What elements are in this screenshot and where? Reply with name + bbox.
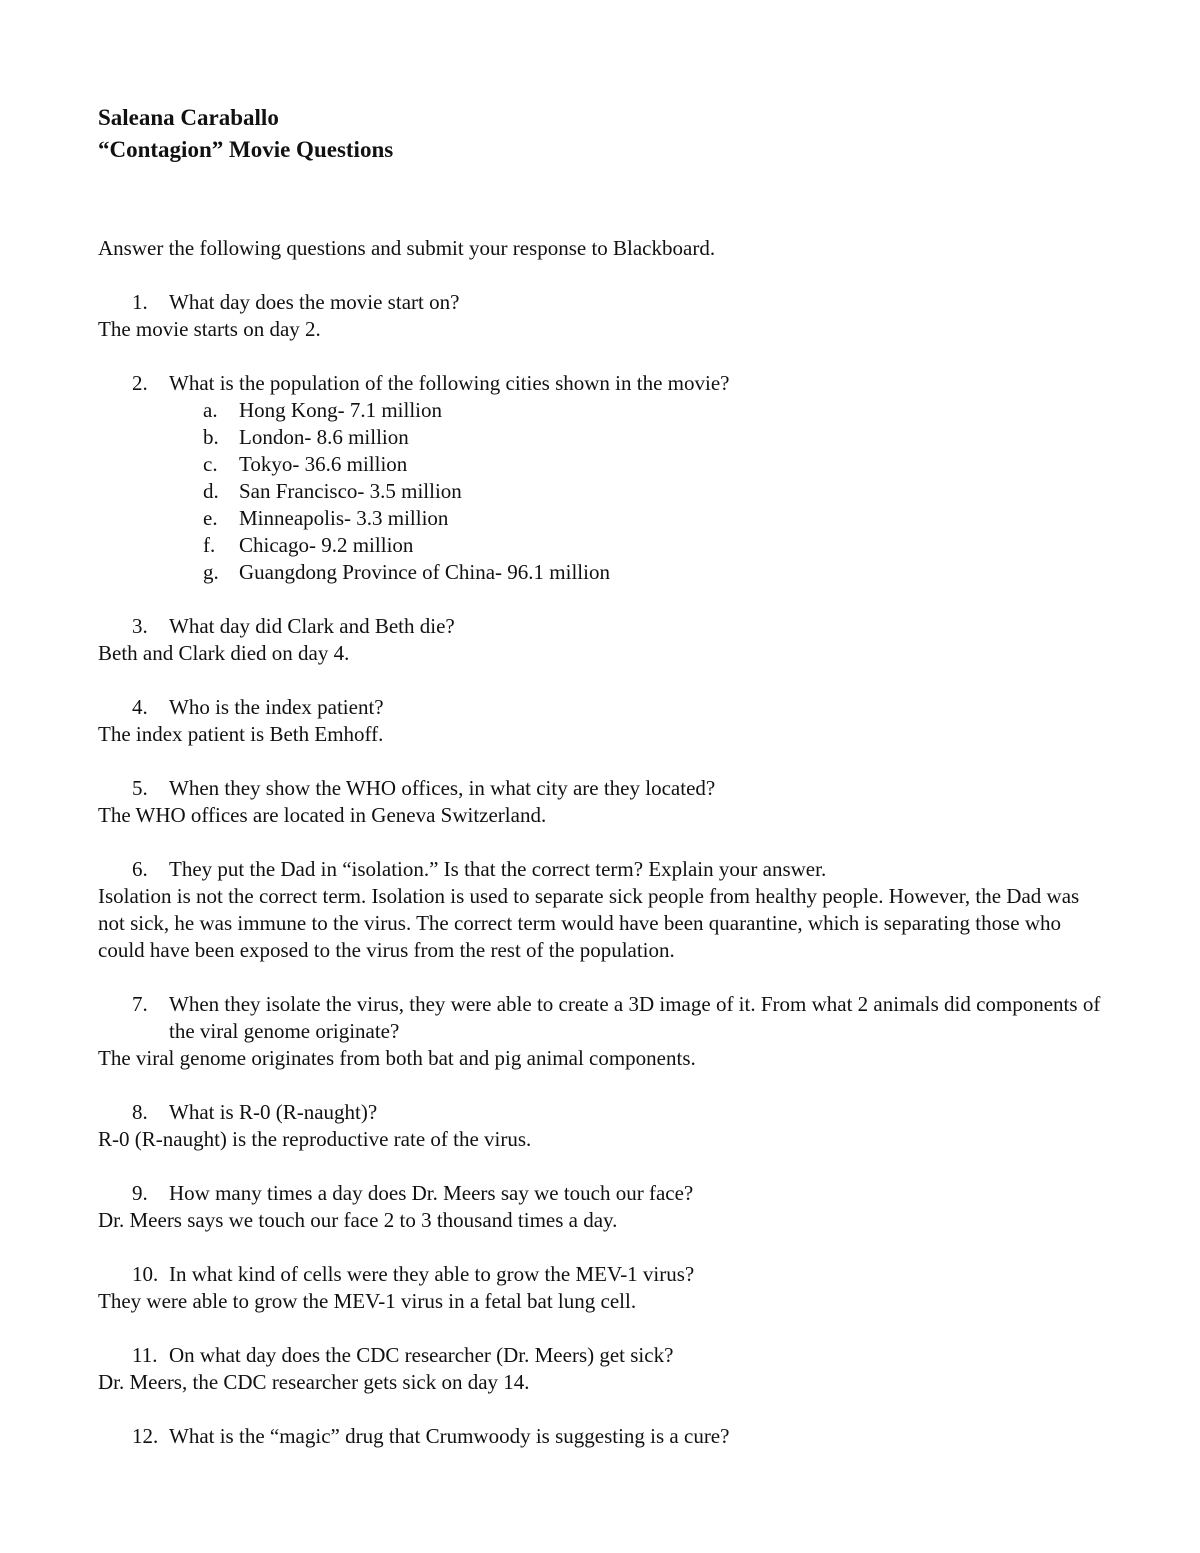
question-number: 8.	[132, 1100, 148, 1124]
question-text: What is the population of the following cities shown in the movie?	[169, 371, 730, 395]
question-text: What day does the movie start on?	[169, 290, 460, 314]
list-item	[98, 397, 1108, 424]
list-item	[98, 505, 1108, 532]
answer-7: The viral genome originates from both bat and pig animal components.	[98, 1046, 696, 1070]
question-text: When they show the WHO offices, in what city are they located?	[169, 776, 716, 800]
list-text: London- 8.6 million	[239, 425, 409, 449]
question-11	[98, 1342, 1108, 1369]
question-text: When they isolate the virus, they were able to create a 3D image of it. From what 2 animals did components of the viral genome originate?	[169, 992, 1101, 1043]
question-number: 10.	[132, 1262, 159, 1286]
list-letter: e.	[203, 506, 218, 530]
list-text: Tokyo- 36.6 million	[239, 452, 408, 476]
question-text: What is the “magic” drug that Crumwoody is suggesting is a cure?	[169, 1424, 730, 1448]
list-letter: a.	[203, 398, 218, 422]
question-text: What day did Clark and Beth die?	[169, 614, 455, 638]
question-6	[98, 856, 1108, 883]
question-text: They put the Dad in “isolation.” Is that the correct term? Explain your answer.	[169, 857, 827, 881]
list-letter: c.	[203, 452, 218, 476]
list-letter: f.	[203, 533, 216, 557]
list-letter: g.	[203, 560, 219, 584]
list-text: Chicago- 9.2 million	[239, 533, 414, 557]
answer-10: They were able to grow the MEV-1 virus in a fetal bat lung cell.	[98, 1289, 637, 1313]
answer-1: The movie starts on day 2.	[98, 317, 321, 341]
list-text: Minneapolis- 3.3 million	[239, 506, 449, 530]
question-number: 9.	[132, 1181, 148, 1205]
answer-3: Beth and Clark died on day 4.	[98, 641, 350, 665]
answer-5: The WHO offices are located in Geneva Switzerland.	[98, 803, 547, 827]
list-text: Hong Kong- 7.1 million	[239, 398, 442, 422]
list-item	[98, 424, 1108, 451]
list-item	[98, 451, 1108, 478]
question-5	[98, 775, 1108, 802]
question-7	[98, 991, 1108, 1045]
question-3	[98, 613, 1108, 640]
question-text: Who is the index patient?	[169, 695, 384, 719]
question-number: 2.	[132, 371, 148, 395]
list-text: San Francisco- 3.5 million	[239, 479, 462, 503]
question-12	[98, 1423, 1108, 1450]
question-text: On what day does the CDC researcher (Dr. Meers) get sick?	[169, 1343, 674, 1367]
question-number: 5.	[132, 776, 148, 800]
question-text: What is R-0 (R-naught)?	[169, 1100, 378, 1124]
instructions: Answer the following questions and submit your response to Blackboard.	[98, 236, 716, 260]
question-number: 3.	[132, 614, 148, 638]
list-item	[98, 532, 1108, 559]
question-9	[98, 1180, 1108, 1207]
answer-6: Isolation is not the correct term. Isolation is used to separate sick people from healthy people. However, the Dad was not sick, he was immune to the virus. The correct term would have been quarantine, which is separating those who could have been exposed to the virus from the rest of the population.	[98, 884, 1080, 962]
author-name: Saleana Caraballo	[98, 105, 279, 130]
list-letter: d.	[203, 479, 219, 503]
question-number: 11.	[132, 1343, 158, 1367]
question-number: 12.	[132, 1424, 159, 1448]
list-letter: b.	[203, 425, 219, 449]
question-number: 6.	[132, 857, 148, 881]
answer-11: Dr. Meers, the CDC researcher gets sick on day 14.	[98, 1370, 530, 1394]
question-number: 1.	[132, 290, 148, 314]
question-10	[98, 1261, 1108, 1288]
question-1	[98, 289, 1108, 316]
list-item	[98, 478, 1108, 505]
question-4	[98, 694, 1108, 721]
question-number: 7.	[132, 992, 148, 1016]
answer-4: The index patient is Beth Emhoff.	[98, 722, 384, 746]
document-title: “Contagion” Movie Questions	[98, 137, 394, 162]
document-page	[98, 102, 1108, 1450]
question-2	[98, 370, 1108, 397]
list-text: Guangdong Province of China- 96.1 million	[239, 560, 610, 584]
question-text: How many times a day does Dr. Meers say we touch our face?	[169, 1181, 694, 1205]
answer-9: Dr. Meers says we touch our face 2 to 3 thousand times a day.	[98, 1208, 618, 1232]
answer-8: R-0 (R-naught) is the reproductive rate of the virus.	[98, 1127, 532, 1151]
question-number: 4.	[132, 695, 148, 719]
question-8	[98, 1099, 1108, 1126]
question-text: In what kind of cells were they able to grow the MEV-1 virus?	[169, 1262, 695, 1286]
list-item	[98, 559, 1108, 586]
